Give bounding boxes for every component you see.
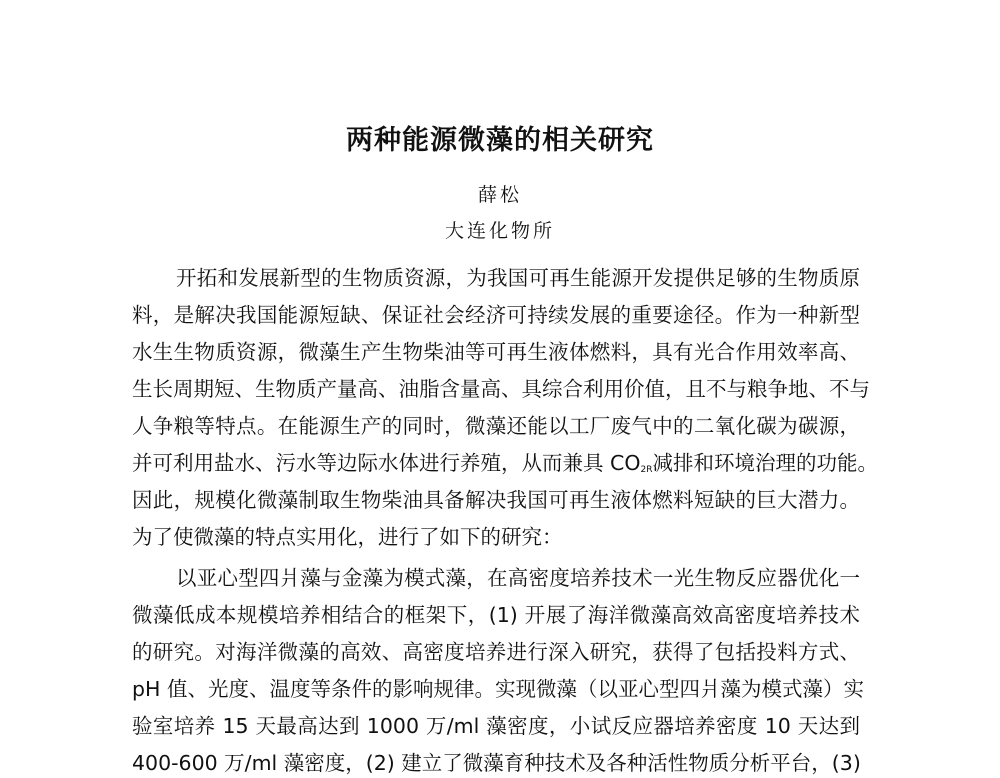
paragraph-1-line: 料，是解决我国能源短缺、保证社会经济可持续发展的重要途径。作为一种新型 xyxy=(132,303,860,327)
paragraph-2-line: 的研究。对海洋微藻的高效、高密度培养进行深入研究，获得了包括投料方式、 xyxy=(132,640,860,664)
paragraph-1-line: 因此，规模化微藻制取生物柴油具备解决我国可再生液体燃料短缺的巨大潜力。 xyxy=(132,488,860,512)
paragraph-1-line xyxy=(132,448,878,478)
co2-line-text-b: 减排和环境治理的功能。 xyxy=(652,451,878,475)
paragraph-1-line: 为了使微藻的特点实用化，进行了如下的研究： xyxy=(132,525,563,549)
paragraph-1-line: 开拓和发展新型的生物质资源，为我国可再生能源开发提供足够的生物质原 xyxy=(176,266,860,290)
paragraph-2-line: 400-600 万/ml 藻密度，(2) 建立了微藻育种技术及各种活性物质分析平台，(3) xyxy=(132,751,861,775)
paragraph-1-line: 人争粮等特点。在能源生产的同时，微藻还能以工厂废气中的二氧化碳为碳源， xyxy=(132,414,860,438)
paragraph-1-line: 生长周期短、生物质产量高、油脂含量高、具综合利用价值，且不与粮争地、不与 xyxy=(132,377,870,401)
author-affiliation: 大连化物所 xyxy=(444,220,555,242)
co2-subscript: 2R xyxy=(640,465,653,475)
author-name: 薛松 xyxy=(477,184,522,206)
paragraph-2-line: 验室培养 15 天最高达到 1000 万/ml 藻密度，小试反应器培养密度 10 天达到 xyxy=(132,714,860,738)
paragraph-2-line: 微藻低成本规模培养相结合的框架下，(1) 开展了海洋微藻高效高密度培养技术 xyxy=(132,603,860,627)
paragraph-2-line: pH 值、光度、温度等条件的影响规律。实现微藻（以亚心型四爿藻为模式藻）实 xyxy=(132,677,864,701)
co2-line-text-a: 并可利用盐水、污水等边际水体进行养殖，从而兼具 CO xyxy=(132,451,641,475)
paper-title: 两种能源微藻的相关研究 xyxy=(346,125,654,156)
paragraph-1-line: 水生生物质资源，微藻生产生物柴油等可再生液体燃料，具有光合作用效率高、 xyxy=(132,340,860,364)
paragraph-2-line: 以亚心型四爿藻与金藻为模式藻，在高密度培养技术一光生物反应器优化一 xyxy=(176,566,860,590)
